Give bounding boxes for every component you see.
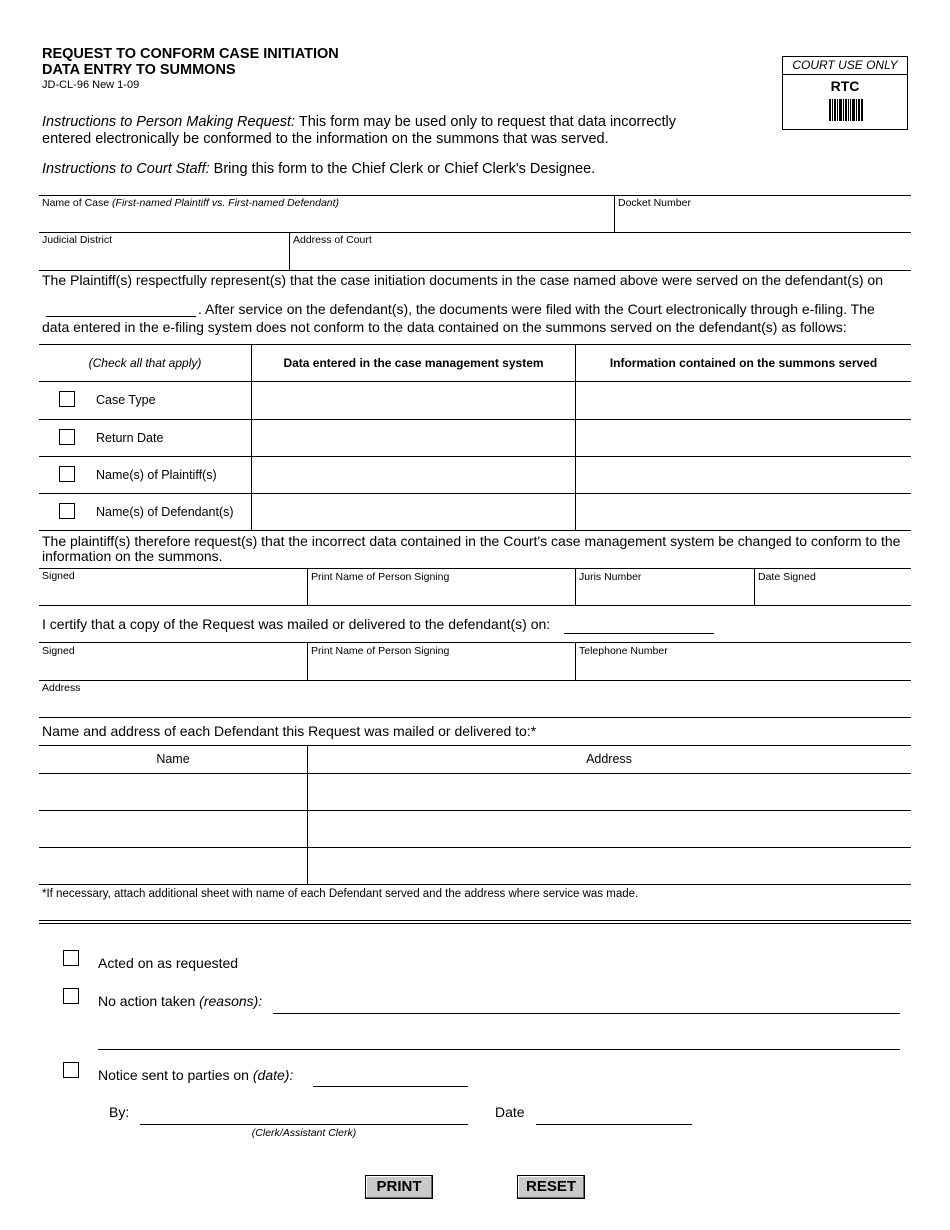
address-of-court-label: Address of Court [293, 234, 372, 246]
signed1-label: Signed [42, 570, 75, 582]
plaintiffs-entered-input[interactable] [254, 459, 576, 493]
name-of-case-hint: (First-named Plaintiff vs. First-named Defendant) [112, 197, 340, 209]
address-input[interactable] [41, 695, 911, 717]
instructions-person-text-1: This form may be used only to request that data incorrectly [295, 114, 677, 130]
plaintiffs-label: Name(s) of Plaintiff(s) [96, 468, 217, 482]
notice-checkbox[interactable] [63, 1062, 79, 1078]
reasons-input-2[interactable] [98, 1029, 904, 1050]
form-title-line2: DATA ENTRY TO SUMMONS [42, 62, 236, 78]
request-line2: information on the summons. [42, 548, 223, 564]
juris-number-input[interactable] [578, 583, 754, 605]
reset-button[interactable]: RESET [517, 1175, 585, 1199]
defendants-label: Name(s) of Defendant(s) [96, 505, 234, 519]
date-signed-input[interactable] [757, 583, 911, 605]
acted-label: Acted on as requested [98, 955, 239, 971]
represent-line3: data entered in the e-filing system does not conform to the data contained on the summons served on the defendant(s) as follows: [42, 319, 847, 335]
instructions-person [42, 114, 742, 148]
plaintiffs-checkbox[interactable] [59, 466, 75, 482]
case-type-summons-input[interactable] [578, 384, 912, 418]
certify-date-input[interactable] [564, 614, 718, 634]
compare-col2-header: Data entered in the case management system [283, 356, 544, 370]
defendants-heading: Name and address of each Defendant this Request was mailed or delivered to:* [42, 723, 537, 739]
no-action-reasons: (reasons): [199, 993, 263, 1009]
acted-checkbox[interactable] [63, 950, 79, 966]
signed2-label: Signed [42, 645, 75, 657]
represent-line1: The Plaintiff(s) respectfully represent(s) that the case initiation documents in the case named above were served on the defendant(s) on [42, 272, 883, 288]
clerk-date-input[interactable] [536, 1104, 696, 1125]
signed2-input[interactable] [41, 658, 307, 680]
return-date-label: Return Date [96, 431, 164, 445]
request-text [42, 534, 900, 564]
telephone-input[interactable] [578, 658, 912, 680]
no-action-text: No action taken [98, 993, 200, 1009]
print-button[interactable]: PRINT [365, 1175, 433, 1199]
compare-col1-header: (Check all that apply) [88, 356, 202, 370]
date-signed-label: Date Signed [758, 571, 816, 583]
defendant-name-input[interactable] [42, 850, 308, 884]
defendant-name-input[interactable] [42, 813, 308, 847]
clerk-signature-input[interactable] [140, 1104, 472, 1125]
reasons-input-1[interactable] [273, 993, 904, 1014]
defendants-name-header: Name [156, 752, 190, 766]
notice-date-input[interactable] [313, 1066, 472, 1087]
plaintiffs-summons-input[interactable] [578, 459, 912, 493]
case-type-checkbox[interactable] [59, 391, 75, 407]
defendant-address-input[interactable] [310, 850, 912, 884]
instructions-staff-label: Instructions to Court Staff: [42, 161, 210, 177]
no-action-checkbox[interactable] [63, 988, 79, 1004]
notice-date-label: (date): [252, 1067, 294, 1083]
instructions-person-text-2: entered electronically be conformed to the information on the summons that was served. [42, 131, 609, 147]
defendant-name-input[interactable] [42, 776, 308, 810]
form-id: JD-CL-96 New 1-09 [42, 79, 140, 91]
print-name2-input[interactable] [310, 658, 576, 680]
judicial-district-input[interactable] [41, 247, 289, 269]
compare-col3-header: Information contained on the summons served [609, 356, 878, 370]
name-of-case-text: Name of Case [42, 197, 110, 209]
print-name1-input[interactable] [310, 583, 576, 605]
defendants-entered-input[interactable] [254, 496, 576, 530]
judicial-district-label: Judicial District [42, 234, 113, 246]
name-of-case-label [42, 197, 339, 209]
case-type-entered-input[interactable] [254, 384, 576, 418]
instructions-staff [42, 161, 595, 177]
court-use-code: RTC [830, 78, 860, 94]
docket-number-input[interactable] [617, 210, 911, 232]
form-title-line1: REQUEST TO CONFORM CASE INITIATION [42, 46, 339, 62]
represent-line2: . After service on the defendant(s), the documents were filed with the Court electronically through e-filing. The [198, 301, 875, 317]
address-of-court-input[interactable] [292, 247, 911, 269]
clerk-caption: (Clerk/Assistant Clerk) [251, 1127, 357, 1139]
defendants-summons-input[interactable] [578, 496, 912, 530]
defendant-address-input[interactable] [310, 813, 912, 847]
juris-number-label: Juris Number [579, 571, 642, 583]
address-label: Address [42, 682, 81, 694]
return-date-checkbox[interactable] [59, 429, 75, 445]
print-name1-label: Print Name of Person Signing [311, 571, 450, 583]
court-use-label: COURT USE ONLY [783, 57, 907, 75]
court-use-box [782, 56, 908, 130]
by-label: By: [109, 1104, 130, 1120]
barcode-icon [829, 99, 864, 121]
name-of-case-input[interactable] [41, 210, 615, 232]
notice-label [98, 1067, 293, 1083]
case-type-label: Case Type [96, 393, 156, 407]
no-action-label [98, 993, 262, 1009]
certify-text: I certify that a copy of the Request was mailed or delivered to the defendant(s) on: [42, 616, 551, 632]
defendants-address-header: Address [586, 752, 632, 766]
defendants-checkbox[interactable] [59, 503, 75, 519]
service-date-input[interactable] [46, 298, 200, 317]
signed1-input[interactable] [41, 583, 307, 605]
defendant-address-input[interactable] [310, 776, 912, 810]
notice-text: Notice sent to parties on [98, 1067, 253, 1083]
docket-number-label: Docket Number [618, 197, 691, 209]
date-label: Date [495, 1104, 525, 1120]
return-date-entered-input[interactable] [254, 422, 576, 456]
print-name2-label: Print Name of Person Signing [311, 645, 450, 657]
instructions-staff-text: Bring this form to the Chief Clerk or Chief Clerk's Designee. [209, 161, 596, 177]
return-date-summons-input[interactable] [578, 422, 912, 456]
defendants-footnote: *If necessary, attach additional sheet with name of each Defendant served and the address where service was made. [42, 888, 639, 900]
telephone-label: Telephone Number [579, 645, 668, 657]
instructions-person-label: Instructions to Person Making Request: [42, 114, 296, 130]
request-line1: The plaintiff(s) therefore request(s) that the incorrect data contained in the Court's case management system be changed to conform to the [42, 533, 901, 549]
